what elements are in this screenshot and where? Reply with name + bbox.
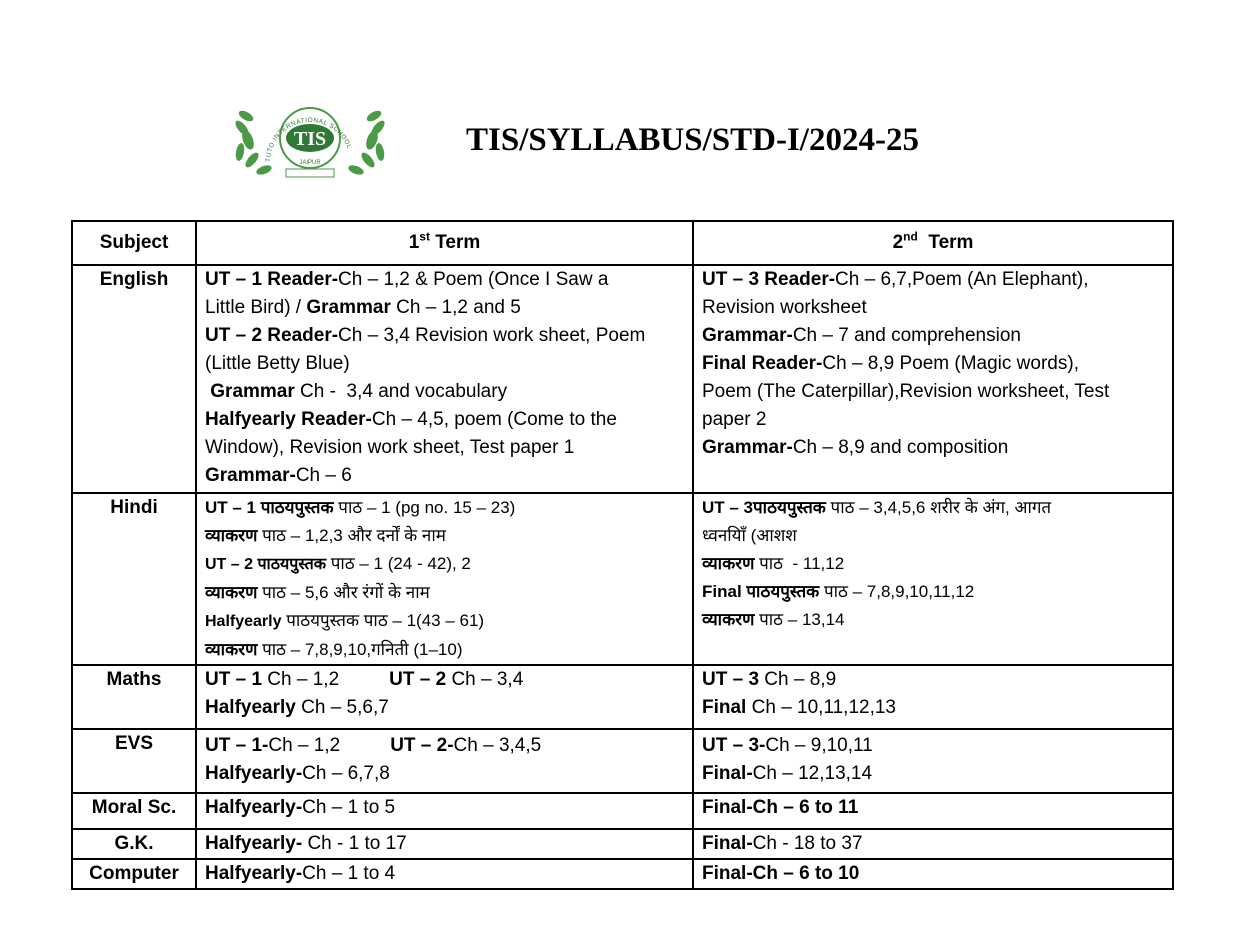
- english-term-2: [693, 265, 1173, 493]
- computer-term-1: [196, 859, 693, 889]
- text-line: UT – 2 पाठयपुस्तक पाठ – 1 (24 - 42), 2: [205, 554, 471, 573]
- subject-gk: G.K.: [72, 829, 196, 859]
- document-title: TIS/SYLLABUS/STD-I/2024-25: [466, 122, 919, 158]
- subject-moral-science: Moral Sc.: [72, 793, 196, 829]
- text-line: UT – 3-Ch – 9,10,11: [702, 735, 873, 756]
- text-line: UT – 3 Reader-Ch – 6,7,Poem (An Elephant),: [702, 269, 1089, 290]
- text-line: Final-Ch - 18 to 37: [702, 833, 863, 854]
- school-logo: [230, 100, 390, 182]
- subject-english: English: [72, 265, 196, 493]
- header-term-1: 1st Term: [196, 221, 693, 265]
- logo-motto-banner-icon: [286, 169, 334, 177]
- text-line: Grammar-Ch – 8,9 and composition: [702, 437, 1009, 458]
- text-line: UT – 1 Ch – 1,2 UT – 2 Ch – 3,4: [205, 669, 524, 690]
- subject-hindi: Hindi: [72, 493, 196, 665]
- text-line: UT – 3पाठयपुस्तक पाठ – 3,4,5,6 शरीर के अंग, आगत: [702, 498, 1052, 517]
- gk-term-2: [693, 829, 1173, 859]
- logo-text: TIS: [293, 128, 327, 150]
- header-term-2: 2nd Term: [693, 221, 1173, 265]
- text-line: Little Bird) / Grammar Ch – 1,2 and 5: [205, 297, 521, 318]
- text-line: व्याकरण पाठ – 7,8,9,10,गनिती (1–10): [205, 640, 463, 659]
- text-line: व्याकरण पाठ – 13,14: [702, 610, 845, 629]
- gk-term-1: [196, 829, 693, 859]
- text-line: Final Reader-Ch – 8,9 Poem (Magic words),: [702, 353, 1079, 374]
- evs-term-2: [693, 729, 1173, 793]
- header-subject: Subject: [72, 221, 196, 265]
- text-line: UT – 1 पाठयपुस्तक पाठ – 1 (pg no. 15 – 23): [205, 498, 516, 517]
- subject-computer: Computer: [72, 859, 196, 889]
- subject-evs: EVS: [72, 729, 196, 793]
- text-line: ध्वनयिाँ (आशश: [702, 526, 797, 545]
- text-line: Final-Ch – 6 to 10: [702, 863, 860, 884]
- hindi-term-1: [196, 493, 693, 665]
- text-line: Halfyearly Reader-Ch – 4,5, poem (Come to the: [205, 409, 617, 430]
- table-row-hindi: [72, 493, 1173, 665]
- text-line: Window), Revision work sheet, Test paper 1: [205, 437, 575, 458]
- text-line: Grammar-Ch – 6: [205, 465, 352, 486]
- table-header-row: [72, 221, 1173, 265]
- text-line: Final Ch – 10,11,12,13: [702, 697, 896, 718]
- maths-term-2: [693, 665, 1173, 729]
- text-line: Final-Ch – 12,13,14: [702, 763, 873, 784]
- table-row-maths: [72, 665, 1173, 729]
- text-line: व्याकरण पाठ – 5,6 और रंगों के नाम: [205, 583, 430, 602]
- evs-term-1: [196, 729, 693, 793]
- text-line: Poem (The Caterpillar),Revision worksheet, Test: [702, 381, 1110, 402]
- table-row-moral-science: [72, 793, 1173, 829]
- subject-maths: Maths: [72, 665, 196, 729]
- logo-ring-text: TUTO INTERNATIONAL SCHOOL: [264, 116, 353, 163]
- laurel-right-icon: [347, 109, 387, 177]
- text-line: UT – 1-Ch – 1,2 UT – 2-Ch – 3,4,5: [205, 735, 542, 756]
- text-line: Final पाठयपुस्तक पाठ – 7,8,9,10,11,12: [702, 582, 975, 601]
- text-line: paper 2: [702, 409, 767, 430]
- text-line: Halfyearly- Ch - 1 to 17: [205, 833, 407, 854]
- table-row-gk: [72, 829, 1173, 859]
- text-line: Revision worksheet: [702, 297, 867, 318]
- text-line: Halfyearly पाठयपुस्तक पाठ – 1(43 – 61): [205, 611, 485, 630]
- computer-term-2: [693, 859, 1173, 889]
- syllabus-table: [71, 220, 1174, 890]
- laurel-left-icon: [233, 109, 273, 177]
- text-line: Grammar Ch - 3,4 and vocabulary: [205, 381, 508, 402]
- text-line: Halfyearly Ch – 5,6,7: [205, 697, 389, 718]
- text-line: Grammar-Ch – 7 and comprehension: [702, 325, 1021, 346]
- logo-city: JAIPUR: [299, 160, 321, 166]
- text-line: UT – 3 Ch – 8,9: [702, 669, 837, 690]
- text-line: Final-Ch – 6 to 11: [702, 797, 859, 818]
- text-line: व्याकरण पाठ – 1,2,3 और दर्नों के नाम: [205, 526, 446, 545]
- text-line: (Little Betty Blue): [205, 353, 350, 374]
- table-row-computer: [72, 859, 1173, 889]
- text-line: व्याकरण पाठ - 11,12: [702, 554, 845, 573]
- hindi-term-2: [693, 493, 1173, 665]
- text-line: Halfyearly-Ch – 1 to 4: [205, 863, 396, 884]
- maths-term-1: [196, 665, 693, 729]
- table-row-english: [72, 265, 1173, 493]
- text-line: UT – 2 Reader-Ch – 3,4 Revision work sheet, Poem: [205, 325, 646, 346]
- table-row-evs: [72, 729, 1173, 793]
- text-line: Halfyearly-Ch – 1 to 5: [205, 797, 396, 818]
- moral-term-2: [693, 793, 1173, 829]
- text-line: UT – 1 Reader-Ch – 1,2 & Poem (Once I Saw a: [205, 269, 609, 290]
- moral-term-1: [196, 793, 693, 829]
- text-line: Halfyearly-Ch – 6,7,8: [205, 763, 390, 784]
- english-term-1: [196, 265, 693, 493]
